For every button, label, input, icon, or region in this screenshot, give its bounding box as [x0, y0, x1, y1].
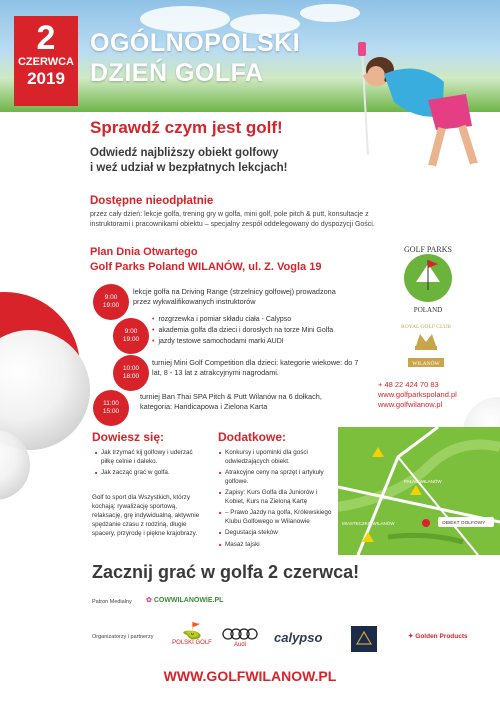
royal-text: ROYAL GOLF CLUB	[401, 324, 451, 330]
schedule-item-text: turniej Mini Golf Competition dla dzieci: kategorie wiekowe: do 7 lat, 8 - 13 lat z atrakcyjnymi nagrodami.	[152, 358, 359, 377]
title-line-1: OGÓLNOPOLSKI	[90, 29, 301, 57]
call-to-action: Zacznij grać w golfa 2 czerwca!	[92, 562, 360, 582]
plan-title: Plan Dnia Otwartego	[90, 246, 198, 258]
list-item: ■ Degustacja steków	[219, 529, 337, 538]
cloud	[300, 4, 360, 22]
date-day: 2	[36, 19, 56, 57]
audi-rings-icon	[222, 628, 258, 640]
extras-list	[219, 449, 337, 552]
golfer-illustration	[324, 30, 494, 180]
golf-description: Golf to sport dla Wszystkich, którzy kochają: rywalizację sportową, relaksację, grę indywidualną, aktywnie spędzanie czasu z rodziną, długie spacery, przyrodę i piękne krajobrazy.	[92, 494, 200, 537]
schedule-item-list	[152, 314, 352, 347]
date-year: 2019	[27, 69, 65, 88]
list-item: ■ – Prawo Jazdy na golfa, Królewskiego Klubu Golfowego w Wilanowie	[219, 509, 337, 526]
calypso-logo: calypso	[274, 630, 323, 645]
spa-icon	[351, 626, 377, 652]
logo-text-bottom: POLAND	[413, 306, 443, 314]
learn-title: Dowiesz się:	[92, 430, 165, 444]
list-item: ■ Jak trzymać kij golfowy i uderzać piłkę celnie i daleko.	[95, 449, 195, 466]
phone-number: + 48 22 424 70 83	[378, 380, 439, 389]
flower-icon: ✿	[146, 597, 152, 604]
location-map[interactable]	[338, 427, 500, 555]
headline: Sprawdź czym jest golf!	[90, 118, 283, 137]
schedule-item-text: turniej Ban Thai SPA Pitch & Putt Wilanów na 6 dołkach, kategoria: Handicapowa i Zielona Karta	[140, 392, 322, 411]
list-item: • rozgrzewka i pomiar składu ciała - Calypso	[152, 314, 352, 325]
royal-golf-club-logo	[396, 318, 456, 373]
plan-venue: Golf Parks Poland WILANÓW, ul. Z. Vogla 19	[90, 261, 322, 273]
subheadline: Odwiedź najbliższy obiekt golfowy i weź udział w bezpłatnych lekcjach!	[90, 147, 288, 174]
audi-logo: Audi	[220, 628, 260, 648]
time-bubble: 9:00 19:00	[93, 284, 129, 320]
list-item: ■ Atrakcyjne ceny na sprzęt i artykuły golfowe.	[219, 469, 337, 486]
list-item: ■ Jak zacząć grać w golfa.	[95, 469, 195, 478]
map-label: OBIEKT GOLFOWY	[442, 521, 486, 526]
event-title	[90, 28, 300, 88]
list-item: • akademia golfa dla dzieci i dorosłych na torze Mini Golfa	[152, 325, 352, 336]
media-patron-label: Patron Medialny	[92, 599, 132, 605]
free-title: Dostępne nieodpłatnie	[90, 195, 214, 207]
list-item: ■ Zapisy: Kurs Golfa dla Juniorów i Kobiet, Kurs na Zieloną Kartę	[219, 489, 337, 506]
footer-url[interactable]: WWW.GOLFWILANOW.PL	[163, 668, 337, 684]
website-link[interactable]: www.golfwilanow.pl	[378, 400, 443, 409]
list-item: ■ Masaż tajski	[219, 541, 337, 550]
time-bubble: 9:00 19:00	[113, 318, 149, 354]
title-line-2: DZIEŃ GOLFA	[90, 59, 264, 87]
date-month: CZERWCA	[17, 56, 74, 68]
golf-parks-logo	[388, 242, 468, 314]
logo-text-top: GOLF PARKS	[404, 245, 452, 254]
golden-products-logo: ✦ Golden Products	[408, 633, 468, 640]
time-bubble: 10:00 18:00	[113, 355, 149, 391]
polski-golf-logo: ⛳ POLSKI GOLF	[172, 623, 212, 646]
royal-sub-text: WILANÓW	[412, 361, 440, 367]
cowwilanowie-logo: ✿ COWWILANOWIE.PL	[146, 597, 224, 604]
map-graphic	[338, 427, 500, 555]
map-pin-icon	[422, 519, 430, 527]
golfer-icon: ⛳	[182, 623, 202, 640]
list-item: ■ Konkursy i upominki dla gości odwiedzających obiekt.	[219, 449, 337, 466]
map-label: MIASTECZKO WILANÓW	[342, 521, 395, 526]
website-link[interactable]: www.golfparkspoland.pl	[378, 390, 457, 399]
time-bubble: 11:00 15:00	[93, 390, 129, 426]
date-badge	[14, 16, 78, 106]
ban-thai-spa-logo	[351, 626, 377, 652]
list-item: • jazdy testowe samochodami marki AUDI	[152, 336, 352, 347]
extras-title: Dodatkowe:	[218, 430, 287, 444]
free-text: przez cały dzień: lekcje golfa, trening gry w golfa, mini golf, pole pitch & putt, konsultacje z instruktorami i pracownikami obiektu – specjalny zespół oddelegowany do dyspozycji Gości.	[90, 211, 375, 228]
partners-label: Organizatorzy i partnerzy	[92, 634, 154, 640]
schedule-item-text: lekcje golfa na Driving Range (strzelnicy golfowej) prowadzona przez wykwalifikowanych instruktorów	[133, 287, 336, 306]
learn-list	[95, 449, 195, 481]
map-label: PAŁAC WILANÓW	[404, 479, 442, 484]
gp-icon: ✦	[408, 633, 414, 640]
contact-info	[378, 380, 488, 410]
